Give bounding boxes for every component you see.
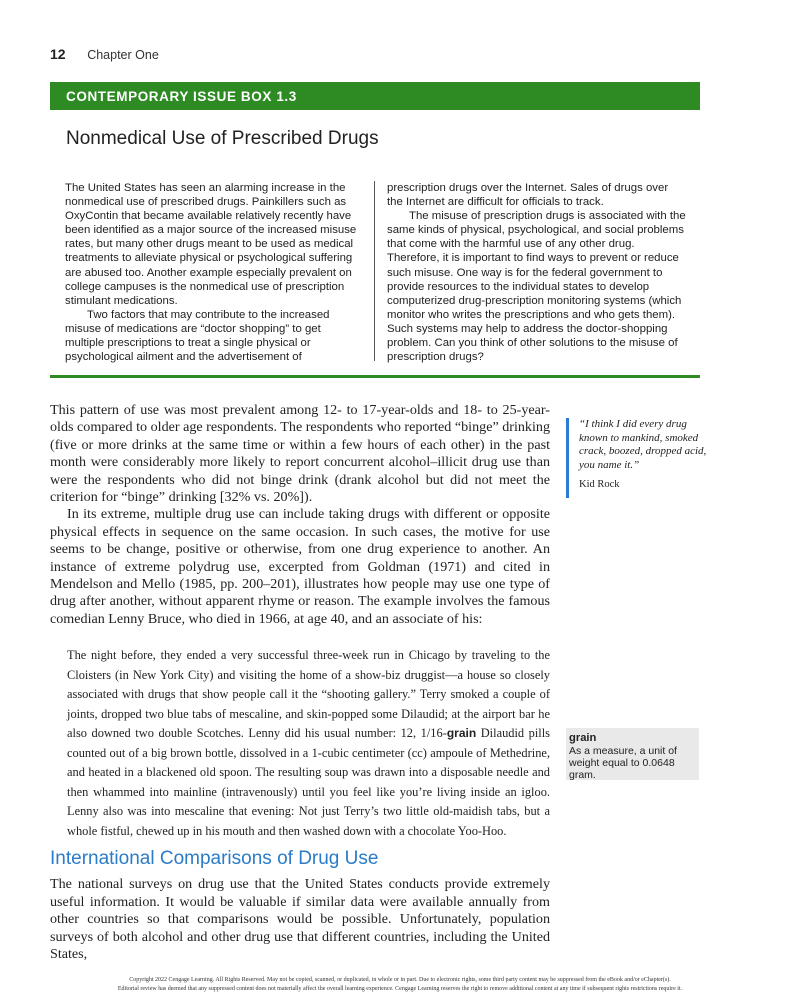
block-quote-extract [67, 646, 550, 841]
box-banner [50, 82, 700, 110]
copyright-footer [60, 976, 740, 994]
chapter-name: Chapter One [87, 48, 159, 62]
box-paragraph: The United States has seen an alarming increase in the nonmedical use of prescribed drugs. Painkillers such as OxyContin that became available relatively recently have been identified as a major source of the increased misuse rates, but many other drugs meant to be used as medical treatments to alleviate physical or psychological suffering are abused too. Another example especially prevalent on college campuses is the nonmedical use of prescription stimulant medications. [65, 182, 357, 307]
box-column-divider [374, 181, 375, 361]
extract-paragraph [67, 646, 550, 841]
box-paragraph: prescription drugs over the Internet. Sales of drugs over the Internet are difficult for officials to track. [387, 182, 669, 209]
footer-line: Editorial review has deemed that any suppressed content does not materially affect the overall learning experience. Cengage Learning reserves the right to remove additional content at any time if subsequent rights restrictions require it. [117, 986, 683, 992]
box-banner-label: CONTEMPORARY ISSUE BOX 1.3 [66, 89, 297, 104]
glossary-definition: As a measure, a unit of weight equal to 0.0648 gram. [569, 745, 677, 781]
glossary-term-highlight: grain [446, 726, 477, 740]
box-title: Nonmedical Use of Prescribed Drugs [66, 128, 379, 149]
running-header [50, 46, 159, 62]
box-column-right [387, 181, 687, 364]
footer-line: Copyright 2022 Cengage Learning. All Rights Reserved. May not be copied, scanned, or duplicated, in whole or in part. Due to electronic rights, some third party content may be suppressed from the eBook and/or eChapter(s). [129, 977, 671, 983]
box-paragraph: The misuse of prescription drugs is associated with the same kinds of physical, psychological, and social problems that come with the harmful use of any other drug. Therefore, it is important to find ways to prevent or reduce such misuse. One way is for the federal government to provide resources to the individual states to develop computerized drug-prescription monitoring systems (which monitor who writes the prescriptions and who gets them). Such systems may help to address the doctor-shopping problem. Can you think of other solutions to the misuse of prescription drugs? [387, 210, 686, 364]
box-bottom-rule [50, 375, 700, 378]
glossary-box [566, 728, 699, 780]
body-paragraph: In its extreme, multiple drug use can include taking drugs with different or opposite physical effects in sequence on the same occasion. In such cases, the motive for use seems to be change, positive or otherwise, from one drug experience to another. An instance of extreme polydrug use, excerpted from Goldman (1971) and cited in Mendelson and Mello (1985, pp. 200–201), illustrates how people may use one type of drug after another, without apparent rhyme or reason. The example involves the famous comedian Lenny Bruce, who died in 1966, at age 40, and an associate of his: [50, 506, 550, 627]
section-heading: International Comparisons of Drug Use [50, 848, 379, 869]
box-paragraph: Two factors that may contribute to the increased misuse of medications are “doctor shopping” to get multiple prescriptions to treat a single physical or psychological ailment and the advertisement of [65, 308, 330, 364]
extract-text-start: The night before, they ended a very successful three-week run in Chicago by traveling to the Cloisters (in New York City) and visiting the home of a show-biz druggist—a house so closely associated with drugs that show people call it the “shooting gallery.” Terry smoked a couple of joints, dropped two blue tabs of mescaline, and skin-popped some Dilaudid; at the airport bar he also downed two double Scotches. Lenny did his usual number: 12, 1/16- [67, 648, 550, 740]
page-number: 12 [50, 46, 66, 62]
main-text-block [50, 402, 550, 628]
body-paragraph: This pattern of use was most prevalent among 12- to 17-year-olds and 18- to 25-year-olds compared to older age respondents. The respondents who reported “binge” drinking (five or more drinks at the same time or within a few hours of each other) in the past month were considerably more likely to report concurrent alcohol–illicit drug use than were the respondents who did not binge drink (drank alcohol but did not meet the criterion for “binge” drinking [32% vs. 20%]). [50, 402, 550, 506]
box-column-left [65, 181, 363, 364]
body-paragraph: The national surveys on drug use that the United States conducts provide extremely useful information. It would be valuable if similar data were available annually from other countries so that comparisons would be possible. Unfortunately, population surveys of both alcohol and other drug use that different countries, including the United States, [50, 876, 550, 962]
glossary-term: grain [569, 732, 597, 744]
extract-text-end: Dilaudid pills counted out of a big brown bottle, dissolved in a 1-cubic centimeter (cc) ampoule of Methedrine, and heated in a blackened old spoon. The resulting soup was drawn into a disposable needle and then whammed into mainline (intravenously) until you feel like you’re living inside an igloo. Lenny also was into mescaline that evening: Not just Terry’s two little old-maidish tabs, but a whole fistful, chewed up in his mouth and then washed down with a chocolate Yoo-Hoo. [67, 726, 550, 838]
quote-author: Kid Rock [579, 479, 620, 490]
quote-text: “I think I did every drug known to mankind, smoked crack, boozed, dropped acid, you name it.” [579, 418, 707, 471]
section-text-block [50, 876, 550, 964]
margin-quote [566, 418, 716, 498]
